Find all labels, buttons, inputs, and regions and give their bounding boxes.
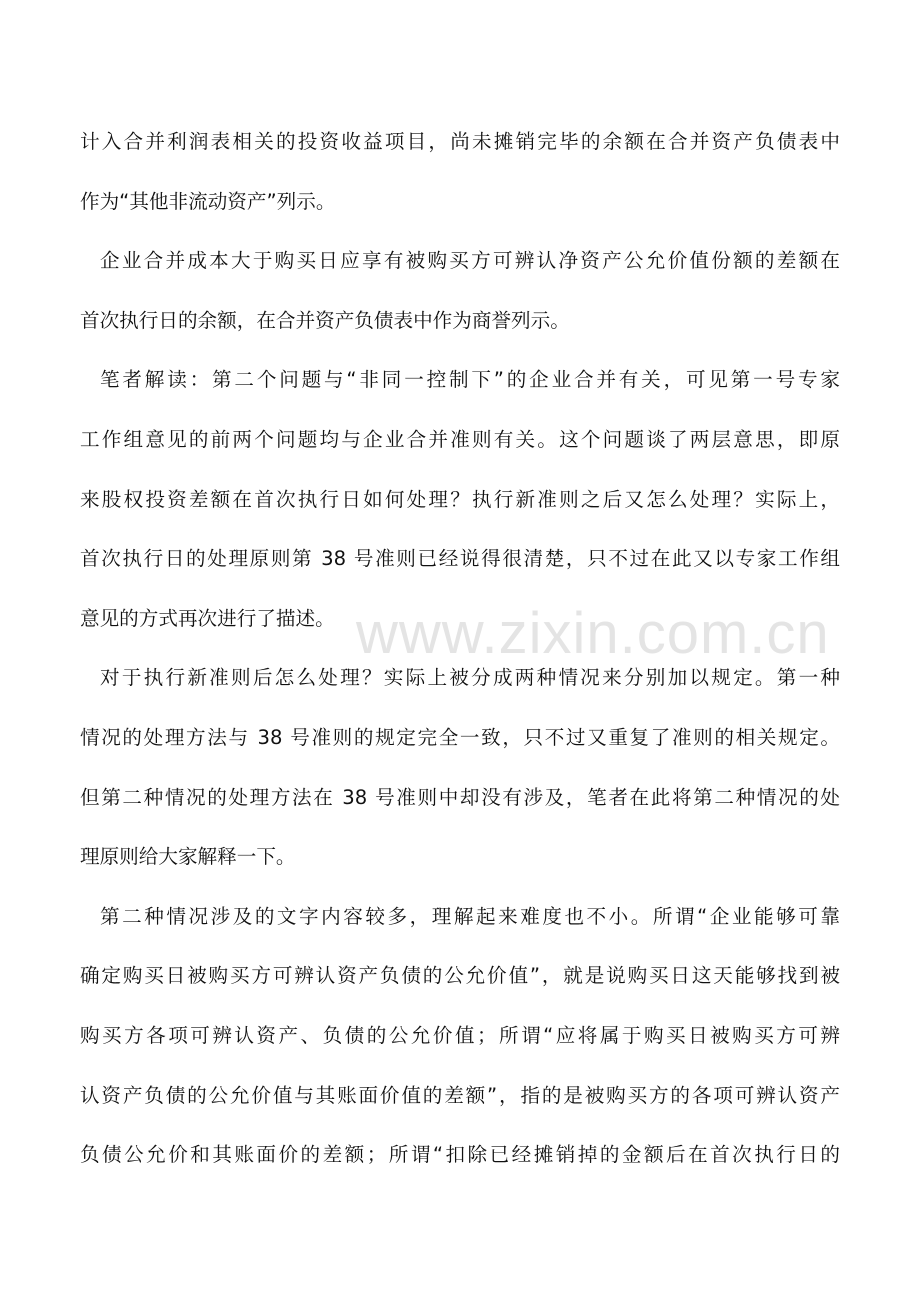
text-line: 购买方各项可辨认资产、负债的公允价值；所谓“应将属于购买日被购买方可辨 <box>80 1023 840 1047</box>
text-line: 第二种情况涉及的文字内容较多，理解起来难度也不小。所谓“企业能够可靠 <box>100 904 840 928</box>
text-line: 首次执行日的余额，在合并资产负债表中作为商誉列示。 <box>80 308 570 332</box>
text-line: 企业合并成本大于购买日应享有被购买方可辨认净资产公允价值份额的差额在 <box>100 249 840 273</box>
text-line: 来股权投资差额在首次执行日如何处理？执行新准则之后又怎么处理？实际上， <box>80 487 840 511</box>
text-line: 作为“其他非流动资产”列示。 <box>80 189 336 213</box>
watermark: www.zixin.com.cn <box>356 601 830 666</box>
text-line: 但第二种情况的处理方法在 38 号准则中却没有涉及，笔者在此将第二种情况的处 <box>80 785 840 809</box>
text-line: 首次执行日的处理原则第 38 号准则已经说得很清楚，只不过在此又以专家工作组 <box>80 547 840 571</box>
text-line: 负债公允价和其账面价的差额；所谓“扣除已经摊销掉的金额后在首次执行日的 <box>80 1143 840 1167</box>
text-line: 意见的方式再次进行了描述。 <box>80 606 335 630</box>
text-line: 理原则给大家解释一下。 <box>80 845 296 869</box>
text-line: 情况的处理方法与 38 号准则的规定完全一致，只不过又重复了准则的相关规定。 <box>80 725 840 749</box>
document-body <box>80 112 840 1185</box>
text-line: 笔者解读：第二个问题与“非同一控制下”的企业合并有关，可见第一号专家 <box>100 368 840 392</box>
text-line: 工作组意见的前两个问题均与企业合并准则有关。这个问题谈了两层意思，即原 <box>80 427 840 451</box>
text-line: 确定购买日被购买方可辨认资产负债的公允价值”，就是说购买日这天能够找到被 <box>80 964 840 988</box>
text-line: 认资产负债的公允价值与其账面价值的差额”，指的是被购买方的各项可辨认资产 <box>80 1083 840 1107</box>
text-line: 计入合并利润表相关的投资收益项目，尚未摊销完毕的余额在合并资产负债表中 <box>80 130 840 153</box>
text-line: 对于执行新准则后怎么处理？实际上被分成两种情况来分别加以规定。第一种 <box>100 666 840 690</box>
